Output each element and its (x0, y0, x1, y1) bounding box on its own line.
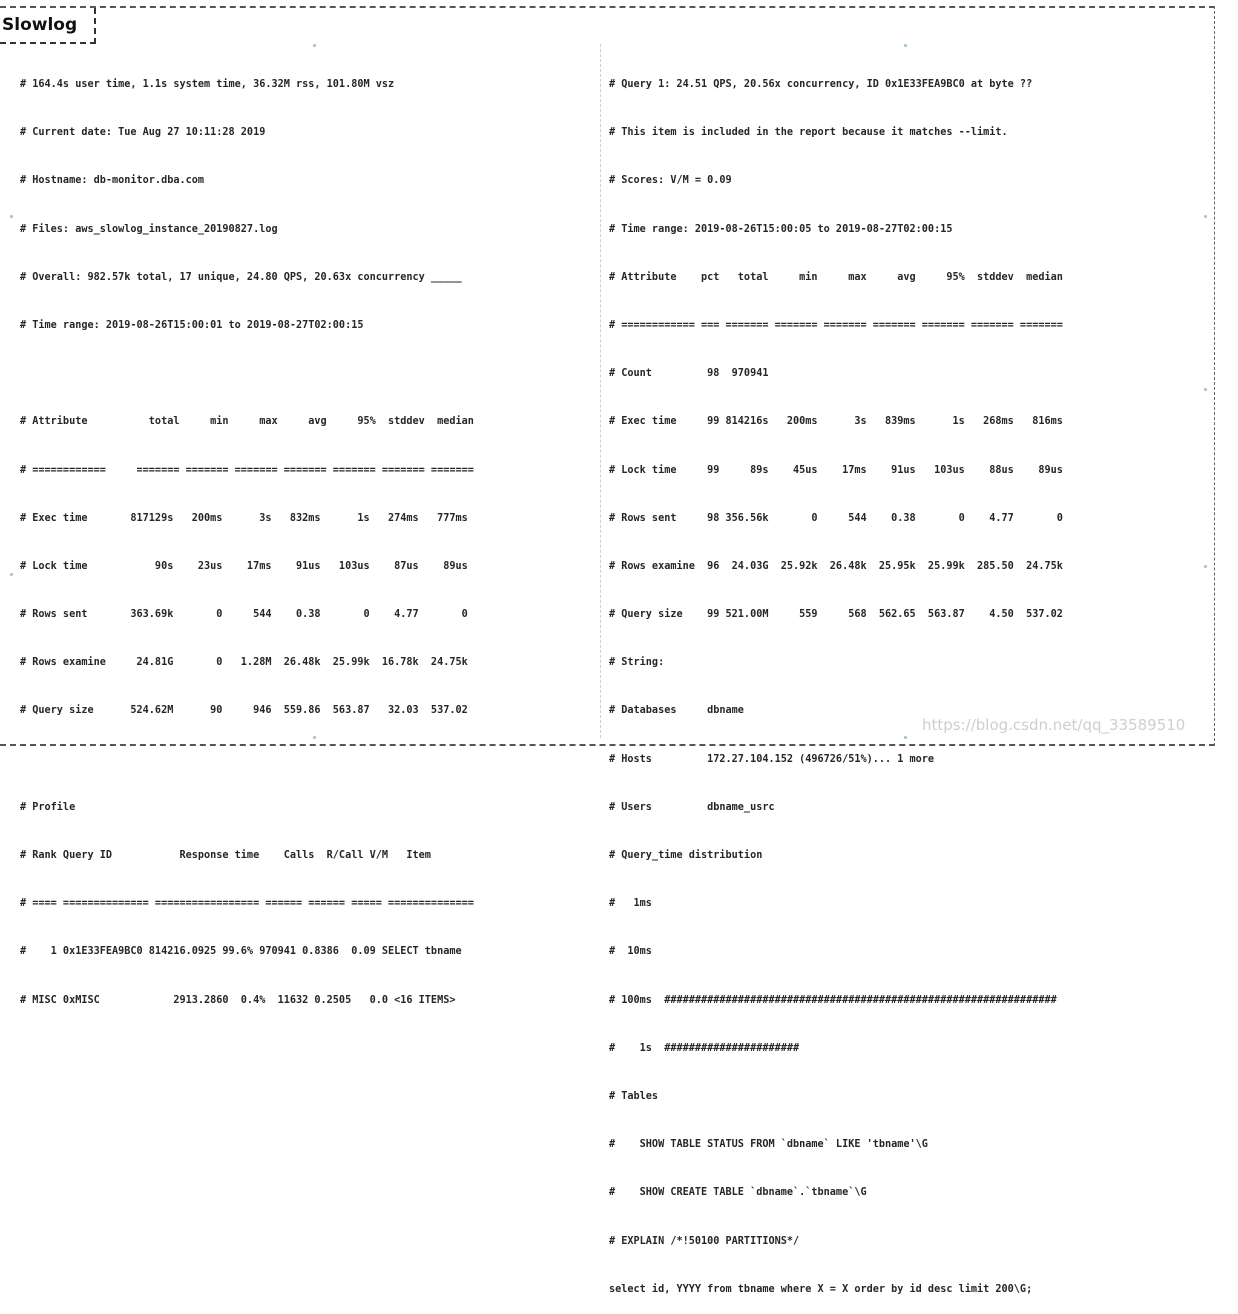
attribute-row: # Exec time 99 814216s 200ms 3s 839ms 1s 268ms 816ms (609, 416, 1063, 428)
selection-marker (313, 44, 316, 47)
watermark: https://blog.csdn.net/qq_33589510 (922, 716, 1186, 734)
attribute-separator: # ============ === ======= ======= ======= ======= ======= ======= ======= (609, 319, 1063, 331)
attribute-header: # Attribute total min max avg 95% stddev median (20, 416, 474, 428)
selection-marker (313, 736, 316, 739)
attribute-row: # Query size 524.62M 90 946 559.86 563.87 32.03 537.02 (20, 705, 468, 717)
string-row: # Users dbname_usrc (609, 801, 775, 813)
overall-summary-column (20, 50, 595, 1025)
attribute-row: # Exec time 817129s 200ms 3s 832ms 1s 274ms 777ms (20, 512, 468, 524)
attribute-row: # Query size 99 521.00M 559 568 562.65 563.87 4.50 537.02 (609, 609, 1063, 621)
string-row: # Databases dbname (609, 705, 744, 717)
distribution-heading: # Query_time distribution (609, 850, 763, 861)
profile-heading: # Profile (20, 801, 76, 813)
sql-statement: # SHOW TABLE STATUS FROM `dbname` LIKE 'tbname'\G (609, 1139, 928, 1151)
column-divider (600, 44, 601, 738)
query-detail-column (609, 50, 1209, 1314)
attribute-row: # Count 98 970941 (609, 368, 769, 380)
log-line: # Time range: 2019-08-26T15:00:01 to 2019-08-27T02:00:15 (20, 319, 364, 331)
attribute-separator: # ============ ======= ======= ======= ======= ======= ======= ======= (20, 464, 474, 476)
selection-marker (10, 573, 13, 576)
sql-statement: # SHOW CREATE TABLE `dbname`.`tbname`\G (609, 1187, 867, 1199)
log-line: # Current date: Tue Aug 27 10:11:28 2019 (20, 127, 266, 139)
attribute-row: # Rows sent 363.69k 0 544 0.38 0 4.77 0 (20, 609, 468, 621)
page-title: Slowlog (2, 15, 78, 35)
sql-statement: select id, YYYY from tbname where X = X order by id desc limit 200\G; (609, 1283, 1033, 1295)
profile-row: # MISC 0xMISC 2913.2860 0.4% 11632 0.2505 0.0 <16 ITEMS> (20, 994, 456, 1006)
explain-line: # EXPLAIN /*!50100 PARTITIONS*/ (609, 1235, 800, 1247)
attribute-row: # Rows sent 98 356.56k 0 544 0.38 0 4.77 0 (609, 512, 1063, 524)
attribute-row: # Lock time 90s 23us 17ms 91us 103us 87us 89us (20, 560, 468, 572)
log-line (20, 361, 595, 387)
log-line: # Files: aws_slowlog_instance_20190827.log (20, 223, 278, 235)
profile-separator: # ==== ============== ================= ====== ====== ===== ============== (20, 898, 474, 910)
selection-marker (904, 44, 907, 47)
log-line: # Query 1: 24.51 QPS, 20.56x concurrency, ID 0x1E33FEA9BC0 at byte ?? (609, 79, 1033, 90)
distribution-row: # 10ms (609, 946, 652, 958)
tables-heading: # Tables (609, 1090, 659, 1102)
log-line: # Scores: V/M = 0.09 (609, 175, 732, 187)
attribute-row: # Lock time 99 89s 45us 17ms 91us 103us 88us 89us (609, 464, 1063, 476)
attribute-row: # Rows examine 24.81G 0 1.28M 26.48k 25.99k 16.78k 24.75k (20, 657, 468, 669)
attribute-header: # Attribute pct total min max avg 95% stddev median (609, 271, 1063, 283)
selection-marker (1204, 388, 1207, 391)
selection-marker (10, 215, 13, 218)
selection-marker (1204, 215, 1207, 218)
log-line: # Time range: 2019-08-26T15:00:05 to 2019-08-27T02:00:15 (609, 223, 953, 235)
distribution-row: # 1ms (609, 898, 652, 910)
string-row: # Hosts 172.27.104.152 (496726/51%)... 1 more (609, 753, 935, 765)
profile-row: # 1 0x1E33FEA9BC0 814216.0925 99.6% 970941 0.8386 0.09 SELECT tbname (20, 946, 462, 958)
selection-marker (904, 736, 907, 739)
log-line: # Overall: 982.57k total, 17 unique, 24.80 QPS, 20.63x concurrency _____ (20, 271, 462, 283)
string-heading: # String: (609, 657, 665, 669)
log-line: # 164.4s user time, 1.1s system time, 36.32M rss, 101.80M vsz (20, 79, 395, 90)
log-line (20, 747, 595, 773)
profile-header: # Rank Query ID Response time Calls R/Call V/M Item (20, 850, 431, 861)
selection-marker (1204, 565, 1207, 568)
distribution-row: # 1s ###################### (609, 1042, 800, 1054)
log-line: # Hostname: db-monitor.dba.com (20, 175, 205, 187)
log-line: # This item is included in the report because it matches --limit. (609, 127, 1008, 139)
distribution-row: # 100ms ################################################################ (609, 994, 1057, 1006)
attribute-row: # Rows examine 96 24.03G 25.92k 26.48k 25.95k 25.99k 285.50 24.75k (609, 560, 1063, 572)
